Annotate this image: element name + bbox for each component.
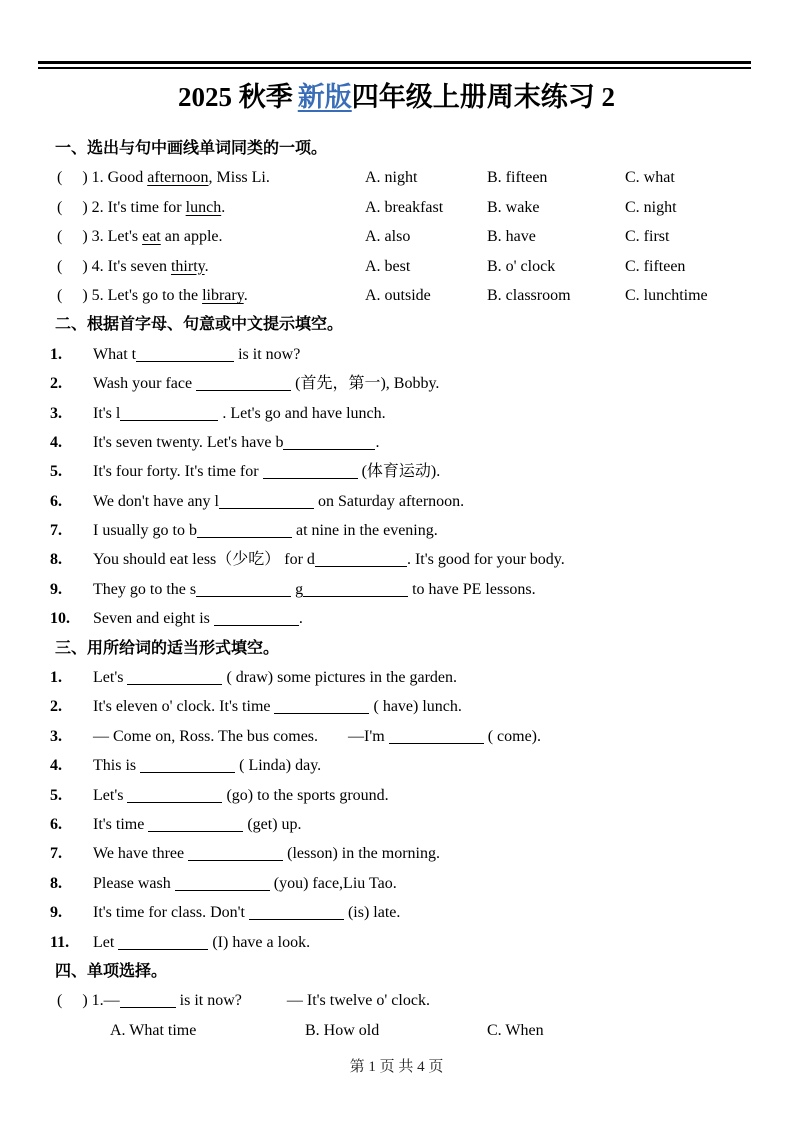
answer-blank[interactable] <box>188 843 283 861</box>
text-segment: . <box>298 610 303 628</box>
item-number: 5. <box>50 786 62 804</box>
item-number: 7. <box>50 522 62 540</box>
item-number: 7. <box>50 845 62 863</box>
page-title <box>0 74 793 120</box>
answer-bracket[interactable]: ( ) <box>57 286 88 304</box>
fill-item-row <box>0 369 793 398</box>
text-segment: We have three <box>93 845 189 863</box>
text-segment: It's time for class. Don't <box>93 904 249 922</box>
fill-item-row <box>0 810 793 839</box>
choice-question-row <box>0 252 793 281</box>
text-segment: It's seven <box>107 257 171 275</box>
answer-blank[interactable] <box>214 608 299 626</box>
answer-blank[interactable] <box>303 579 408 597</box>
answer-bracket[interactable]: ( ) <box>57 228 88 246</box>
text-segment: Let's go to the <box>107 286 203 304</box>
text-segment: I usually go to b <box>93 522 197 540</box>
section-heading-4: 四、单项选择。 <box>55 962 168 980</box>
text-segment: . It's good for your body. <box>406 551 565 569</box>
text-segment: —I'm <box>348 727 389 745</box>
question-cell <box>57 163 365 192</box>
answer-blank[interactable] <box>263 461 358 479</box>
text-segment: ( Linda) day. <box>235 757 322 775</box>
title-highlight: 新版 <box>297 82 352 112</box>
item-number: 4. <box>50 757 62 775</box>
answer-blank[interactable] <box>136 344 234 362</box>
answer-blank[interactable] <box>389 726 484 744</box>
text-segment: (体育运动). <box>357 463 441 481</box>
item-number: 8. <box>50 551 62 569</box>
text-segment: — It's twelve o' clock. <box>286 992 430 1010</box>
text-segment: (I) have a look. <box>208 933 311 951</box>
item-number: 1. <box>50 345 62 363</box>
option-c[interactable]: C. first <box>625 228 670 246</box>
answer-blank[interactable] <box>283 432 375 450</box>
text-segment: ( come). <box>483 727 541 745</box>
question-cell <box>57 222 365 251</box>
text-segment: Seven and eight is <box>93 610 214 628</box>
fill-item-row <box>0 457 793 486</box>
text-segment: at nine in the evening. <box>292 522 438 540</box>
text-segment: to have PE lessons. <box>408 580 536 598</box>
underlined-word: afternoon <box>147 169 209 187</box>
text-segment: . <box>243 286 248 304</box>
item-number: 3. <box>50 404 62 422</box>
item-number: 1. <box>50 669 62 687</box>
option-b[interactable]: B. How old <box>305 1021 380 1039</box>
text-segment: (go) to the sports ground. <box>222 786 389 804</box>
underlined-word: lunch <box>185 198 222 216</box>
choice-question-row <box>0 163 793 192</box>
answer-blank[interactable] <box>196 373 291 391</box>
text-segment: (you) face,Liu Tao. <box>269 874 397 892</box>
answer-blank[interactable] <box>120 990 176 1008</box>
answer-blank[interactable] <box>118 932 208 950</box>
choice-question-row <box>0 281 793 310</box>
text-segment: It's time for <box>107 198 186 216</box>
option-a[interactable]: A. best <box>365 257 411 275</box>
option-a[interactable]: A. What time <box>110 1021 197 1039</box>
fill-item-row <box>0 575 793 604</box>
option-b[interactable]: B. wake <box>487 198 540 216</box>
underlined-word: thirty <box>170 257 205 275</box>
text-segment: . <box>221 198 226 216</box>
answer-blank[interactable] <box>197 520 292 538</box>
option-b[interactable]: B. classroom <box>487 286 571 304</box>
text-segment: an apple. <box>160 228 223 246</box>
answer-blank[interactable] <box>127 785 222 803</box>
text-segment: is it now? <box>175 992 242 1010</box>
fill-item-row <box>0 663 793 692</box>
text-segment: It's four forty. It's time for <box>93 463 263 481</box>
option-c[interactable]: C. night <box>625 198 677 216</box>
fill-item-row <box>0 487 793 516</box>
option-c[interactable]: C. fifteen <box>625 257 686 275</box>
text-segment: on Saturday afternoon. <box>314 492 465 510</box>
item-number: 11. <box>50 933 70 951</box>
item-number: 8. <box>50 874 62 892</box>
answer-blank[interactable] <box>148 814 243 832</box>
text-segment: (is) late. <box>343 904 401 922</box>
fill-item-row <box>0 516 793 545</box>
item-number: 4. <box>50 433 62 451</box>
text-segment: It's l <box>93 404 121 422</box>
text-segment: , Miss Li. <box>208 169 270 187</box>
fill-item-row <box>0 604 793 633</box>
text-segment: Let's <box>107 228 143 246</box>
option-b[interactable]: B. fifteen <box>487 169 548 187</box>
choice-question-row <box>0 193 793 222</box>
text-segment: ( have) lunch. <box>369 698 462 716</box>
text-segment: . <box>204 257 209 275</box>
item-number: 9. <box>50 580 62 598</box>
option-b[interactable]: B. have <box>487 228 536 246</box>
answer-bracket[interactable]: ( ) <box>57 169 88 187</box>
text-segment: g <box>291 580 304 598</box>
answer-blank[interactable] <box>140 755 235 773</box>
text-segment: Good <box>107 169 148 187</box>
text-segment: Please wash <box>93 874 175 892</box>
question-number: 4. <box>87 257 108 275</box>
fill-item-row <box>0 898 793 927</box>
option-c[interactable]: C. what <box>625 169 675 187</box>
section-heading-1: 一、选出与句中画线单词同类的一项。 <box>55 140 328 157</box>
title-suffix: 四年级上册周末练习 2 <box>351 82 615 112</box>
item-number: 9. <box>50 904 62 922</box>
question-cell <box>57 193 365 222</box>
question-number: 1. <box>87 992 104 1010</box>
section-heading-3: 三、用所给词的适当形式填空。 <box>55 639 280 657</box>
option-a[interactable]: A. also <box>365 228 411 246</box>
question-number: 2. <box>87 198 108 216</box>
answer-bracket[interactable]: ( ) <box>57 992 88 1010</box>
worksheet-body <box>0 134 793 1045</box>
answer-bracket[interactable]: ( ) <box>57 257 88 275</box>
item-number: 2. <box>50 698 62 716</box>
question-cell <box>57 252 365 281</box>
text-segment: ( draw) some pictures in the garden. <box>222 669 458 687</box>
fill-item-row <box>0 399 793 428</box>
option-a[interactable]: A. night <box>365 169 418 187</box>
option-b[interactable]: B. o' clock <box>487 257 556 275</box>
mc-question-row <box>0 986 793 1015</box>
fill-item-row <box>0 781 793 810</box>
text-segment: Let's <box>93 786 128 804</box>
fill-item-row <box>0 722 793 751</box>
text-segment: Let's <box>93 669 128 687</box>
page-footer: 第 1 页 共 4 页 <box>349 1059 444 1075</box>
choice-question-row <box>0 222 793 251</box>
option-a[interactable]: A. outside <box>365 286 431 304</box>
item-number: 3. <box>50 727 62 745</box>
text-segment: What t <box>93 345 137 363</box>
item-number: 5. <box>50 463 62 481</box>
answer-bracket[interactable]: ( ) <box>57 198 88 216</box>
text-segment: They go to the s <box>93 580 197 598</box>
item-number: 6. <box>50 492 62 510</box>
item-number: 2. <box>50 375 62 393</box>
question-number: 3. <box>87 228 108 246</box>
fill-item-row <box>0 428 793 457</box>
text-segment: — Come on, Ross. The bus comes. <box>93 727 319 745</box>
underlined-word: eat <box>142 228 161 246</box>
item-number: 6. <box>50 815 62 833</box>
text-segment: It's eleven o' clock. It's time <box>93 698 275 716</box>
text-segment: We don't have any l <box>93 492 219 510</box>
answer-blank[interactable] <box>175 873 270 891</box>
text-segment: . <box>375 433 380 451</box>
text-segment: You should eat less（少吃） for d <box>93 551 315 569</box>
text-segment: Let <box>93 933 119 951</box>
fill-item-row <box>0 692 793 721</box>
question-number: 1. <box>87 169 108 187</box>
option-c[interactable]: C. When <box>487 1021 544 1039</box>
text-segment: (首先，第一), Bobby. <box>291 375 440 393</box>
section-heading-2: 二、根据首字母、句意或中文提示填空。 <box>55 316 344 334</box>
text-segment: (get) up. <box>243 815 302 833</box>
mc-options-row <box>0 1016 793 1045</box>
header-rule <box>38 61 751 69</box>
text-segment: — <box>103 992 120 1010</box>
fill-item-row <box>0 751 793 780</box>
answer-blank[interactable] <box>196 579 291 597</box>
fill-item-row <box>0 340 793 369</box>
fill-item-row <box>0 928 793 957</box>
option-c[interactable]: C. lunchtime <box>625 286 708 304</box>
text-segment: . Let's go and have lunch. <box>218 404 386 422</box>
text-segment: (lesson) in the morning. <box>283 845 440 863</box>
text-segment: It's seven twenty. Let's have b <box>93 433 284 451</box>
fill-item-row <box>0 869 793 898</box>
answer-blank[interactable] <box>120 403 218 421</box>
text-segment: It's time <box>93 815 149 833</box>
text-segment: This is <box>93 757 141 775</box>
answer-blank[interactable] <box>127 667 222 685</box>
option-a[interactable]: A. breakfast <box>365 198 444 216</box>
fill-item-row <box>0 545 793 574</box>
text-segment: Wash your face <box>93 375 197 393</box>
title-prefix: 2025 秋季 <box>178 82 293 112</box>
answer-blank[interactable] <box>219 491 314 509</box>
answer-blank[interactable] <box>274 696 369 714</box>
underlined-word: library <box>202 286 244 304</box>
text-segment: is it now? <box>234 345 301 363</box>
question-cell <box>57 281 365 310</box>
answer-blank[interactable] <box>315 549 407 567</box>
fill-item-row <box>0 839 793 868</box>
answer-blank[interactable] <box>249 902 344 920</box>
item-number: 10. <box>50 610 70 628</box>
question-number: 5. <box>87 286 108 304</box>
